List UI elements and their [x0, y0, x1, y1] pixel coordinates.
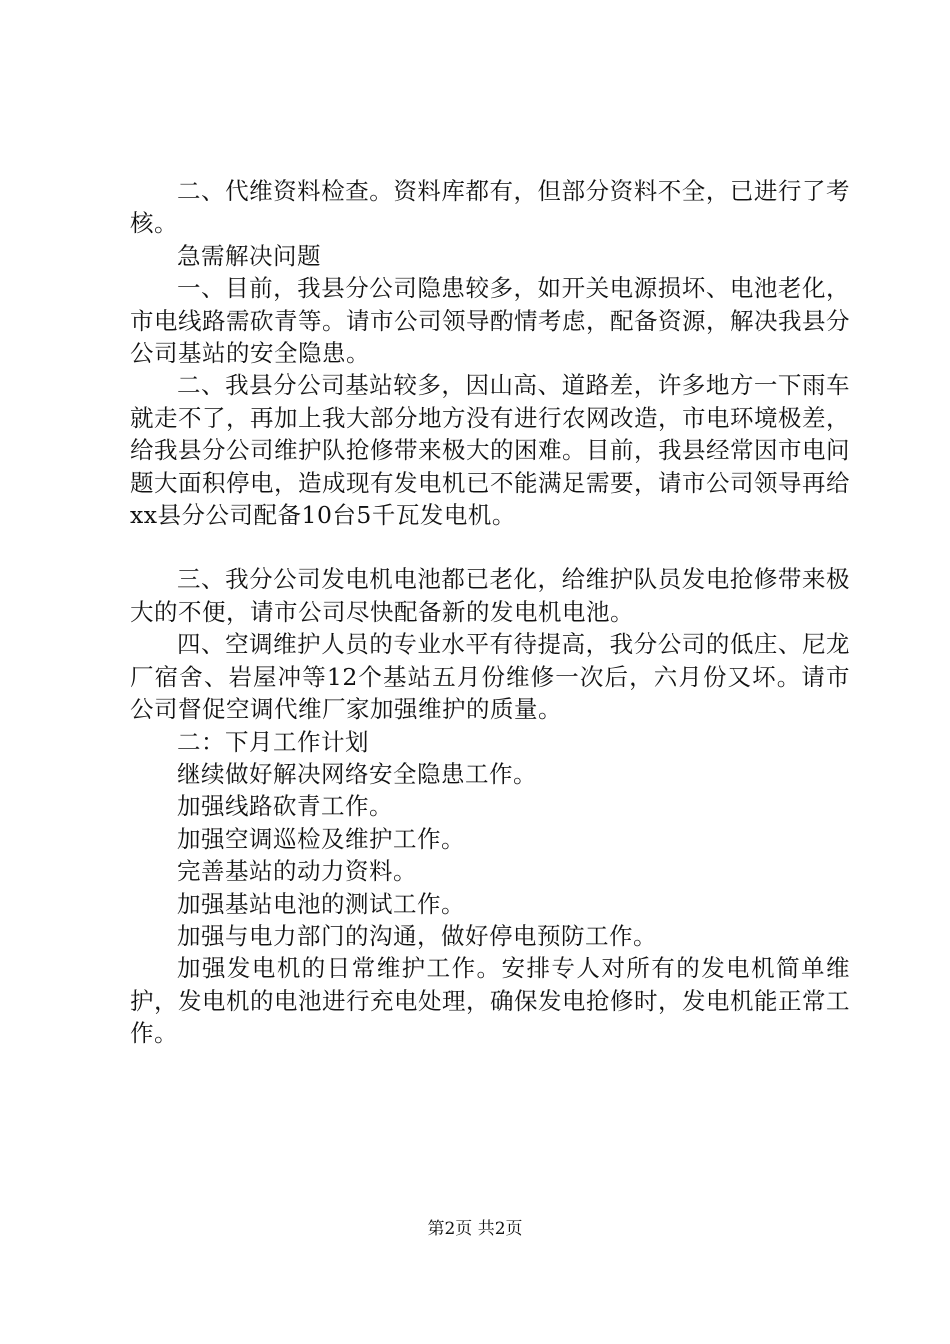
- document-body: [130, 175, 850, 1050]
- paragraph-generator-maintenance: 加强发电机的日常维护工作。安排专人对所有的发电机简单维护，发电机的电池进行充电处理，确保发电抢修时，发电机能正常工作。: [130, 954, 850, 1048]
- paragraph-issue-two: 二、我县分公司基站较多，因山高、道路差，许多地方一下雨车就走不了，再加上我大部分地方没有进行农网改造，市电环境极差，给我县分公司维护队抢修带来极大的困难。目前，我县经常因市电问题大面积停电，造成现有发电机已不能满足需要，请市公司领导再给xx县分公司配备10台5千瓦发电机。: [130, 371, 850, 530]
- plan-item: 继续做好解决网络安全隐患工作。: [177, 759, 537, 788]
- paragraph-issue-one: 一、目前，我县分公司隐患较多，如开关电源损坏、电池老化，市电线路需砍青等。请市公司领导酌情考虑，配备资源，解决我县分公司基站的安全隐患。: [130, 274, 850, 368]
- paragraph-material-check: 二、代维资料检查。资料库都有，但部分资料不全，已进行了考核。: [130, 177, 850, 238]
- section-heading-urgent-issues: 急需解决问题: [177, 241, 321, 270]
- plan-item: 加强线路砍青工作。: [177, 792, 393, 821]
- section-heading-next-month-plan: 二：下月工作计划: [177, 727, 369, 756]
- plan-item: 加强空调巡检及维护工作。: [177, 824, 465, 853]
- page-number-footer: 第2页 共2页: [427, 1219, 523, 1239]
- paragraph-issue-three: 三、我分公司发电机电池都已老化，给维护队员发电抢修带来极大的不便，请市公司尽快配备新的发电机电池。: [130, 565, 850, 626]
- plan-item: 加强与电力部门的沟通，做好停电预防工作。: [177, 921, 657, 950]
- paragraph-issue-four: 四、空调维护人员的专业水平有待提高，我分公司的低庄、尼龙厂宿舍、岩屋冲等12个基站五月份维修一次后，六月份又坏。请市公司督促空调代维厂家加强维护的质量。: [130, 630, 850, 724]
- plan-item: 完善基站的动力资料。: [177, 857, 417, 886]
- plan-item: 加强基站电池的测试工作。: [177, 889, 465, 918]
